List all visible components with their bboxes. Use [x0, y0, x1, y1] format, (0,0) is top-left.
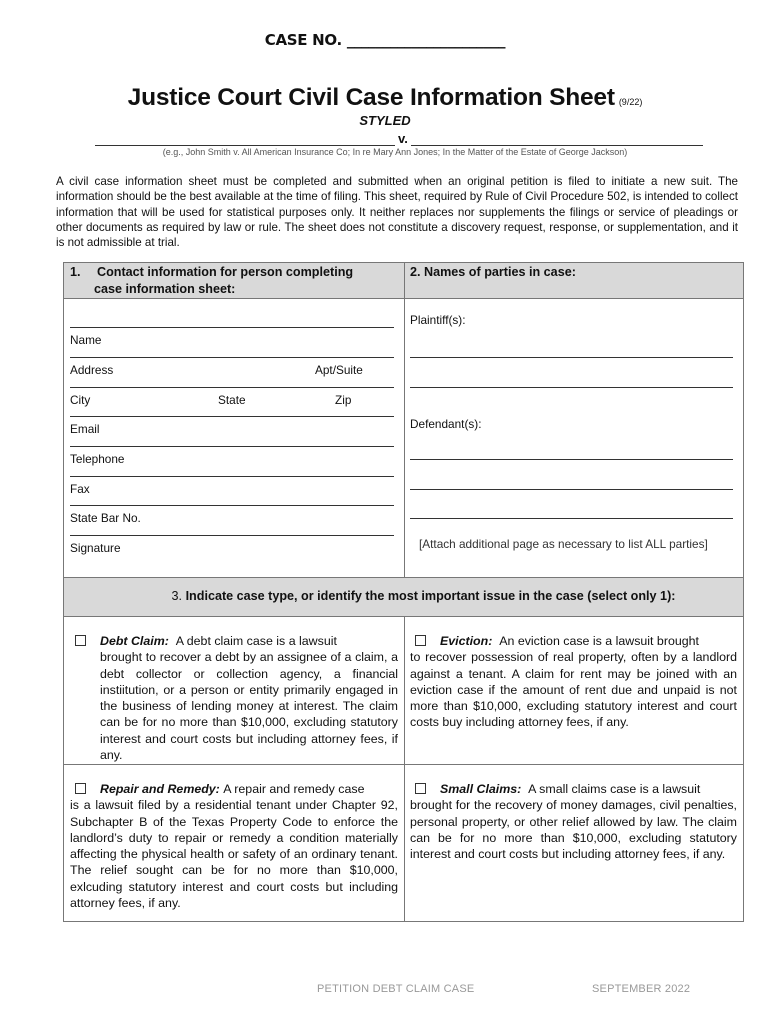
small-claims-option: [410, 781, 737, 862]
section3-heading: [64, 577, 743, 616]
telephone-label: Telephone: [70, 452, 125, 466]
signature-field[interactable]: [70, 535, 394, 555]
defendant-line[interactable]: [410, 459, 733, 460]
eviction-text: An eviction case is a lawsuit brought: [499, 634, 699, 648]
plaintiffs-label: Plaintiff(s):: [410, 313, 466, 327]
repair-remedy-text: A repair and remedy case: [223, 782, 365, 796]
repair-remedy-desc: is a lawsuit filed by a residential tenant under Chapter 92, Subchapter B of the Texas Property Code to enforce the landlord’s duty to repair or remedy a condition materially affecting the physical health or safety of an ordinary tenant. The relief sought can be for no more than $10,000, exlcuding statutory interest and court costs but including attorney fees, if any.: [70, 798, 398, 911]
debt-claim-label: Debt Claim:: [100, 634, 169, 648]
section2-heading: 2. Names of parties in case:: [410, 265, 576, 279]
address-label: Address: [70, 363, 114, 377]
plaintiff-line[interactable]: [410, 357, 733, 358]
footer-right: SEPTEMBER 2022: [592, 983, 691, 995]
small-claims-text: A small claims case is a lawsuit: [528, 782, 701, 796]
style-line-left[interactable]: [95, 145, 395, 146]
debt-claim-checkbox[interactable]: [75, 635, 86, 646]
debt-claim-text: A debt claim case is a lawsuit: [175, 634, 337, 648]
version-label: (9/22): [618, 97, 643, 107]
defendant-line[interactable]: [410, 518, 733, 519]
repair-remedy-label: Repair and Remedy:: [100, 782, 220, 796]
styled-label: STYLED: [359, 113, 411, 128]
style-example: (e.g., John Smith v. All American Insurance Co; In re Mary Ann Jones; In the Matter of the Estate of George Jackson): [162, 147, 628, 157]
address-field[interactable]: [70, 357, 394, 377]
repair-remedy-checkbox[interactable]: [75, 783, 86, 794]
section3-number: 3.: [171, 589, 183, 603]
case-number: CASE NO. ______________________: [264, 31, 506, 49]
fax-field[interactable]: [70, 476, 394, 496]
style-line: [95, 128, 703, 146]
style-line-right[interactable]: [411, 145, 703, 146]
small-claims-checkbox[interactable]: [415, 783, 426, 794]
form-table: [63, 262, 744, 922]
eviction-checkbox[interactable]: [415, 635, 426, 646]
page-title: [0, 84, 770, 112]
defendant-line[interactable]: [410, 489, 733, 490]
column-divider: [404, 616, 405, 921]
debt-claim-desc: brought to recover a debt by an assignee of a claim, a debt collector or collection agency, a financial instiitution, or a person or entity primarily engaged in the business of lending money at interest. The claim can be for no more than $10,000, excluding statutory interest and court costs but including attorney fees, if any.: [100, 650, 398, 763]
eviction-option: [410, 633, 737, 731]
email-label: Email: [70, 422, 100, 436]
signature-label: Signature: [70, 541, 121, 555]
state-label: State: [218, 393, 246, 407]
versus-label: v.: [398, 131, 408, 146]
section1-title: Contact information for person completing: [97, 265, 354, 279]
small-claims-label: Small Claims:: [440, 782, 522, 796]
repair-remedy-option: [70, 781, 398, 911]
small-claims-desc: brought for the recovery of money damages, civil penalties, personal property, or other relief allowed by law. The claim can be for no more than $10,000, excluding statutory interest and court costs but including attorney fees, if any.: [410, 798, 737, 862]
attach-note: [Attach additional page as necessary to list ALL parties]: [419, 537, 708, 551]
defendants-label: Defendant(s):: [410, 417, 482, 431]
bar-number-label: State Bar No.: [70, 511, 141, 525]
eviction-desc: to recover possession of real property, often by a landlord against a tenant. A claim for rent may be joined with an eviction case if the amount of rent due and unpaid is not more than $10,000, excluding statutory interest and court costs buy including attorney fees, if any.: [410, 650, 737, 730]
city-label: City: [70, 393, 91, 407]
city-field[interactable]: [70, 387, 394, 407]
name-label: Name: [70, 333, 102, 347]
name-field[interactable]: [70, 327, 394, 347]
bar-number-field[interactable]: [70, 505, 394, 525]
plaintiff-line[interactable]: [410, 387, 733, 388]
section1-number: 1.: [70, 265, 81, 279]
fax-label: Fax: [70, 482, 90, 496]
eviction-label: Eviction:: [440, 634, 493, 648]
apt-label: Apt/Suite: [315, 363, 363, 377]
telephone-field[interactable]: [70, 446, 394, 466]
section3-title: Indicate case type, or identify the most important issue in the case (select only 1):: [185, 589, 676, 603]
column-divider: [404, 263, 405, 577]
footer-left: PETITION DEBT CLAIM CASE: [317, 983, 475, 995]
title-text: Justice Court Civil Case Information Sheet: [127, 84, 615, 111]
intro-paragraph: A civil case information sheet must be completed and submitted when an original petition is filed to initiate a new suit. The information should be the best available at the time of filing. This sheet, required by Rule of Civil Procedure 502, is intended to collect information that will be used for statistical purposes only. It neither replaces nor supplements the filings or service of pleadings or other documents as required by law or rule. The sheet does not constitute a discovery request, response, or supplementation, and it is not admissible at trial.: [56, 175, 738, 250]
section1-title-cont: case information sheet:: [94, 281, 236, 296]
section1-heading: [70, 264, 402, 297]
zip-label: Zip: [335, 393, 352, 407]
email-field[interactable]: [70, 416, 394, 436]
debt-claim-option: [70, 633, 398, 763]
